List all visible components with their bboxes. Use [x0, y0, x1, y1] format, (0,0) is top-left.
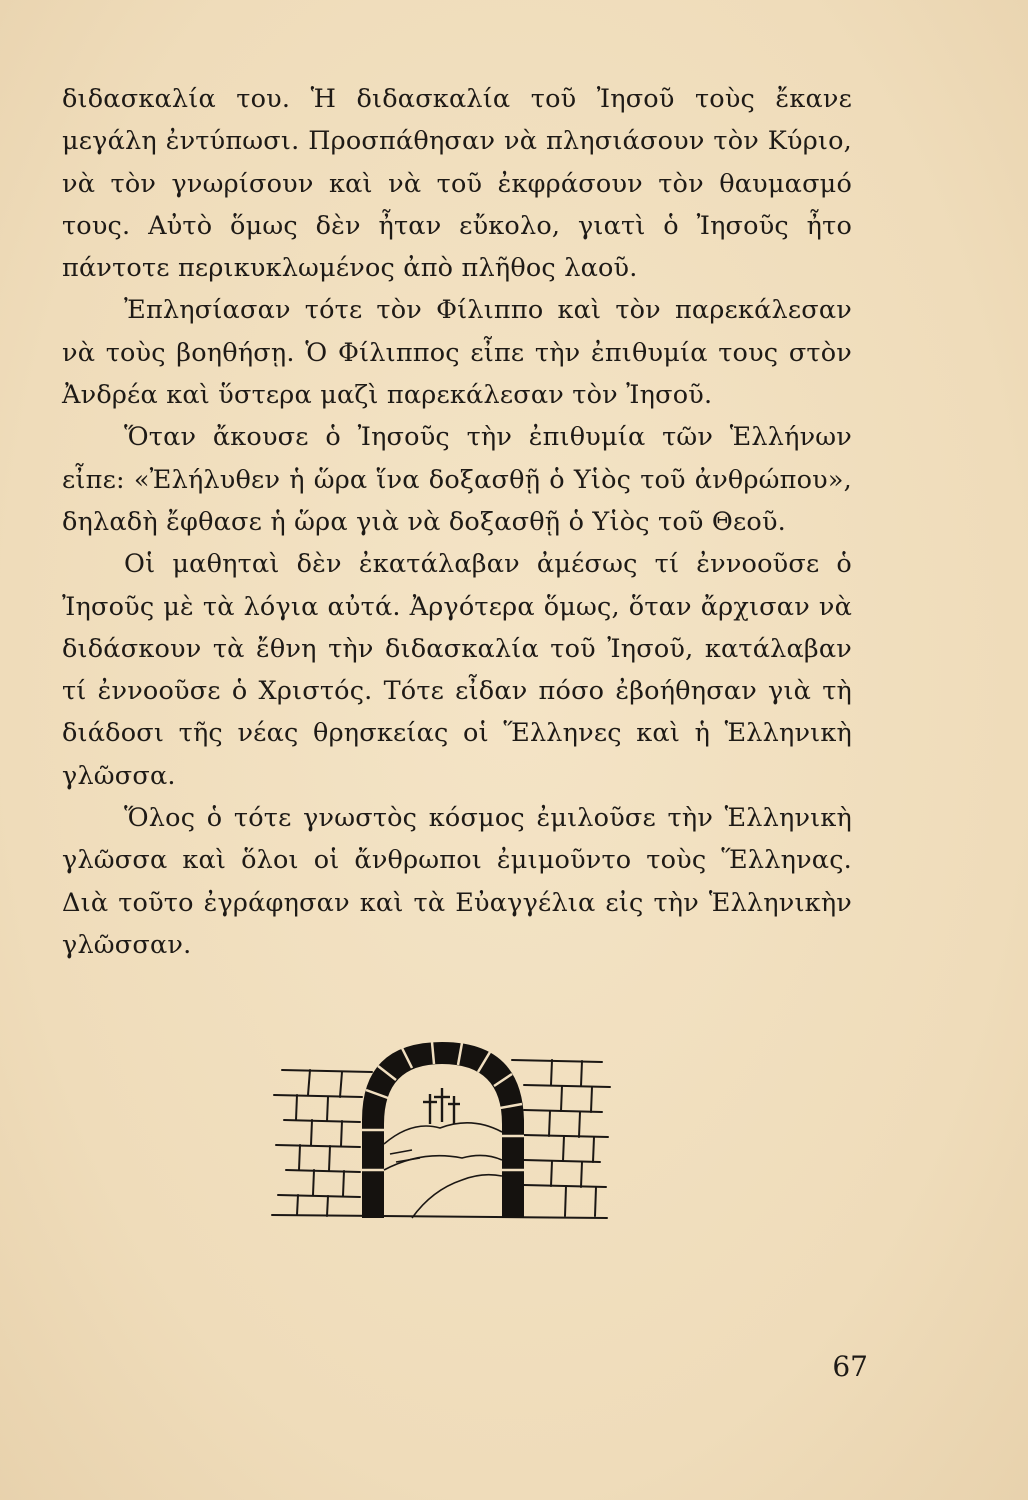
three-crosses-icon [423, 1088, 460, 1124]
right-wall [512, 1060, 610, 1216]
paragraph-continued: διδασκαλία του. Ἡ διδασκαλία τοῦ Ἰησοῦ τοὺς ἔκανε μεγάλη ἐντύπωσι. Προσπάθησαν νὰ πλησιάσουν τὸν Κύριο, νὰ τὸν γνωρίσουν καὶ νὰ τοῦ ἐκφράσουν τὸν θαυμασμό τους. Αὐτὸ ὅμως δὲν ἦταν εὔκολο, γιατὶ ὁ Ἰησοῦς ἦτο πάντοτε περικυκλωμένος ἀπὸ πλῆθος λαοῦ. [62, 84, 852, 284]
page-number: 67 [832, 1350, 868, 1383]
left-wall [274, 1070, 372, 1216]
paragraph: Ὅλος ὁ τότε γνωστὸς κόσμος ἐμιλοῦσε τὴν Ἑλληνικὴ γλῶσσα καὶ ὅλοι οἱ ἄνθρωποι ἐμιμοῦντο τοὺς Ἕλληνας. Διὰ τοῦτο ἐγράφησαν καὶ τὰ Εὐαγγέλια εἰς τὴν Ἑλληνικὴν γλῶσσαν. [62, 803, 852, 960]
arch-with-crosses-illustration [262, 1020, 622, 1230]
hill-landscape [384, 1123, 502, 1218]
paragraph: Οἱ μαθηταὶ δὲν ἐκατάλαβαν ἀμέσως τί ἐννοοῦσε ὁ Ἰησοῦς μὲ τὰ λόγια αὐτά. Ἀργότερα ὅμως, ὅταν ἄρχισαν νὰ διδάσκουν τὰ ἔθνη τὴν διδασκαλία τοῦ Ἰησοῦ, κατάλαβαν τί ἐννοοῦσε ὁ Χριστός. Τότε εἶδαν πόσο ἐβοήθησαν γιὰ τὴ διάδοσι τῆς νέας θρησκείας οἱ Ἕλληνες καὶ ἡ Ἑλληνικὴ γλῶσσα. [62, 549, 852, 791]
paragraph: Ἐπλησίασαν τότε τὸν Φίλιππο καὶ τὸν παρεκάλεσαν νὰ τοὺς βοηθήσῃ. Ὁ Φίλιππος εἶπε τὴν ἐπιθυμία τους στὸν Ἀνδρέα καὶ ὕστερα μαζὶ παρεκάλεσαν τὸν Ἰησοῦ. [62, 295, 852, 411]
paragraph: Ὅταν ἄκουσε ὁ Ἰησοῦς τὴν ἐπιθυμία τῶν Ἑλλήνων εἶπε: «Ἐλήλυθεν ἡ ὥρα ἵνα δοξασθῇ ὁ Υἱὸς τοῦ ἀνθρώπου», δηλαδὴ ἔφθασε ἡ ὥρα γιὰ νὰ δοξασθῇ ὁ Υἱὸς τοῦ Θεοῦ. [62, 422, 852, 537]
body-text [62, 78, 852, 966]
ground-line [272, 1215, 607, 1218]
